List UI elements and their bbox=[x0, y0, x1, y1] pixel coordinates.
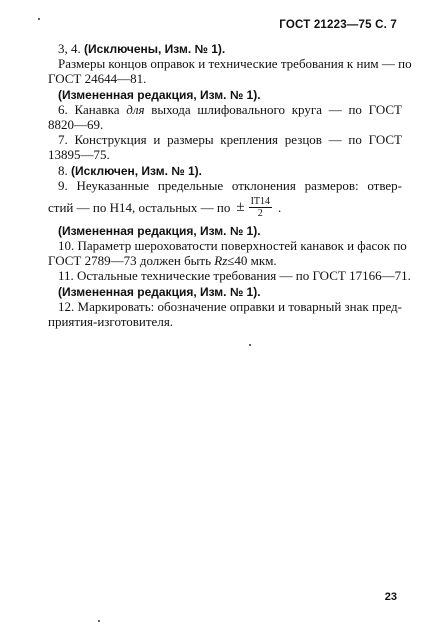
item-12-line-2: приятия-изготовителя. bbox=[48, 314, 174, 329]
item-3-4-lead: 3, 4. bbox=[58, 41, 81, 56]
scan-speck bbox=[38, 18, 40, 20]
item-3-4 bbox=[48, 41, 402, 56]
item-11-note: (Измененная редакция, Изм. № 1). bbox=[58, 284, 261, 299]
item-3-4-note: (Исключены, Изм. № 1). bbox=[84, 42, 226, 56]
item-12-line-1: 12. Маркировать: обозначение оправки и товарный знак пред- bbox=[58, 298, 402, 314]
fraction-numerator: IT14 bbox=[250, 196, 271, 208]
concern-line-1: Размеры концов оправок и технические требования к ним — по bbox=[58, 56, 412, 72]
item-7-line-1: 7. Конструкция и размеры крепления резцов — по ГОСТ bbox=[58, 132, 402, 148]
item-10-line-1: 10. Параметр шероховатости поверхностей канавок и фасок по bbox=[58, 238, 407, 254]
concern-line-2: ГОСТ 24644—81. bbox=[48, 71, 147, 87]
item-11-line-1: 11. Остальные технические требования — по ГОСТ 17166—71. bbox=[58, 268, 411, 284]
page-header: ГОСТ 21223—75 С. 7 bbox=[279, 19, 397, 31]
scan-speck bbox=[98, 620, 100, 622]
scan-speck bbox=[249, 344, 251, 346]
item-8: 8. (Исключен, Изм. № 1). bbox=[58, 162, 202, 178]
plus-minus-symbol: ± bbox=[236, 199, 245, 216]
page-number: 23 bbox=[384, 591, 397, 603]
item-6-line-1: 6. Канавка для выхода шлифовального круга — по ГОСТ bbox=[58, 101, 402, 117]
item-6-line-2: 8820—69. bbox=[48, 116, 104, 132]
roughness-symbol: Rz bbox=[214, 253, 228, 269]
item-9-note: (Измененная редакция, Изм. № 1). bbox=[58, 223, 261, 238]
item-9-line-2: стий — по H14, остальных — по ± $\frac{IT14}{2}$ . bbox=[48, 196, 282, 220]
item-10-line-2: ГОСТ 2789—73 должен быть Rz≤40 мкм. bbox=[48, 253, 277, 269]
item-7-line-2: 13895—75. bbox=[48, 147, 110, 163]
fraction-denominator: 2 bbox=[257, 208, 263, 220]
item-9-line-1: 9. Неуказанные предельные отклонения размеров: отвер- bbox=[58, 177, 402, 193]
document-body bbox=[48, 41, 412, 329]
concern-note: (Измененная редакция, Изм. № 1). bbox=[58, 87, 261, 102]
tolerance-fraction bbox=[249, 196, 272, 219]
